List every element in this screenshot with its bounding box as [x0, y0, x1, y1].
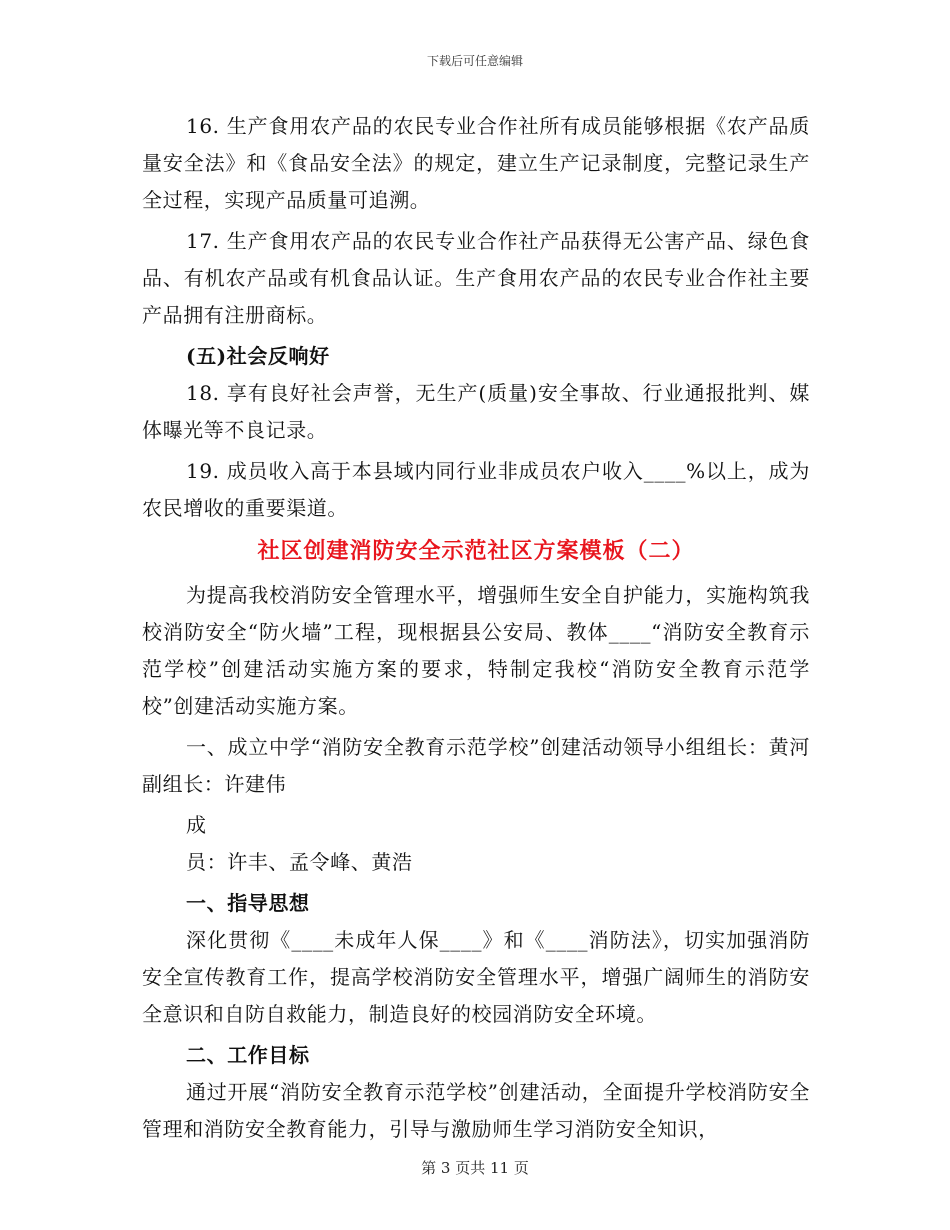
- members-list: 员：许丰、孟令峰、黄浩: [186, 850, 413, 874]
- members-label: 成: [186, 813, 207, 837]
- section-heading-work-goals: 二、工作目标: [186, 1043, 310, 1067]
- work-goals-paragraph: 通过开展“消防安全教育示范学校”创建活动，全面提升学校消防安全管理和消防安全教育能力，引导与激励师生学习消防安全知识，: [142, 1080, 810, 1141]
- page-header: 下载后可任意编辑: [426, 54, 523, 68]
- paragraph-17: 17. 生产食用农产品的农民专业合作社产品获得无公害产品、绿色食品、有机农产品或有机食品认证。生产食用农产品的农民专业合作社主要产品拥有注册商标。: [142, 229, 810, 327]
- page-footer: 第 3 页共 11 页: [421, 1159, 529, 1177]
- intro-paragraph: 为提高我校消防安全管理水平，增强师生安全自护能力，实施构筑我校消防安全“防火墙”工程，现根据县公安局、教体____“消防安全教育示范学校”创建活动实施方案的要求，特制定我校“消防安全教育示范学校”创建活动实施方案。: [142, 583, 810, 718]
- paragraph-18: 18. 享有良好社会声誉，无生产(质量)安全事故、行业通报批判、媒体曝光等不良记录。: [142, 381, 810, 442]
- section-heading-guiding-ideology: 一、指导思想: [186, 891, 310, 915]
- document-body: [142, 108, 810, 1148]
- guiding-ideology-paragraph: 深化贯彻《____未成年人保____》和《____消防法》，切实加强消防安全宣传教育工作，提高学校消防安全管理水平，增强广阔师生的消防安全意识和自防自救能力，制造良好的校园消防安全环境。: [142, 928, 810, 1026]
- section-heading-5: (五)社会反响好: [186, 344, 330, 368]
- document-title: 社区创建消防安全示范社区方案模板（二）: [257, 538, 695, 564]
- leadership-group-paragraph: 一、成立中学“消防安全教育示范学校”创建活动领导小组组长：黄河副组长：许建伟: [142, 735, 810, 796]
- paragraph-19: 19. 成员收入高于本县域内同行业非成员农户收入____%以上，成为农民增收的重要渠道。: [142, 459, 810, 520]
- paragraph-16: 16. 生产食用农产品的农民专业合作社所有成员能够根据《农产品质量安全法》和《食品安全法》的规定，建立生产记录制度，完整记录生产全过程，实现产品质量可追溯。: [142, 114, 810, 212]
